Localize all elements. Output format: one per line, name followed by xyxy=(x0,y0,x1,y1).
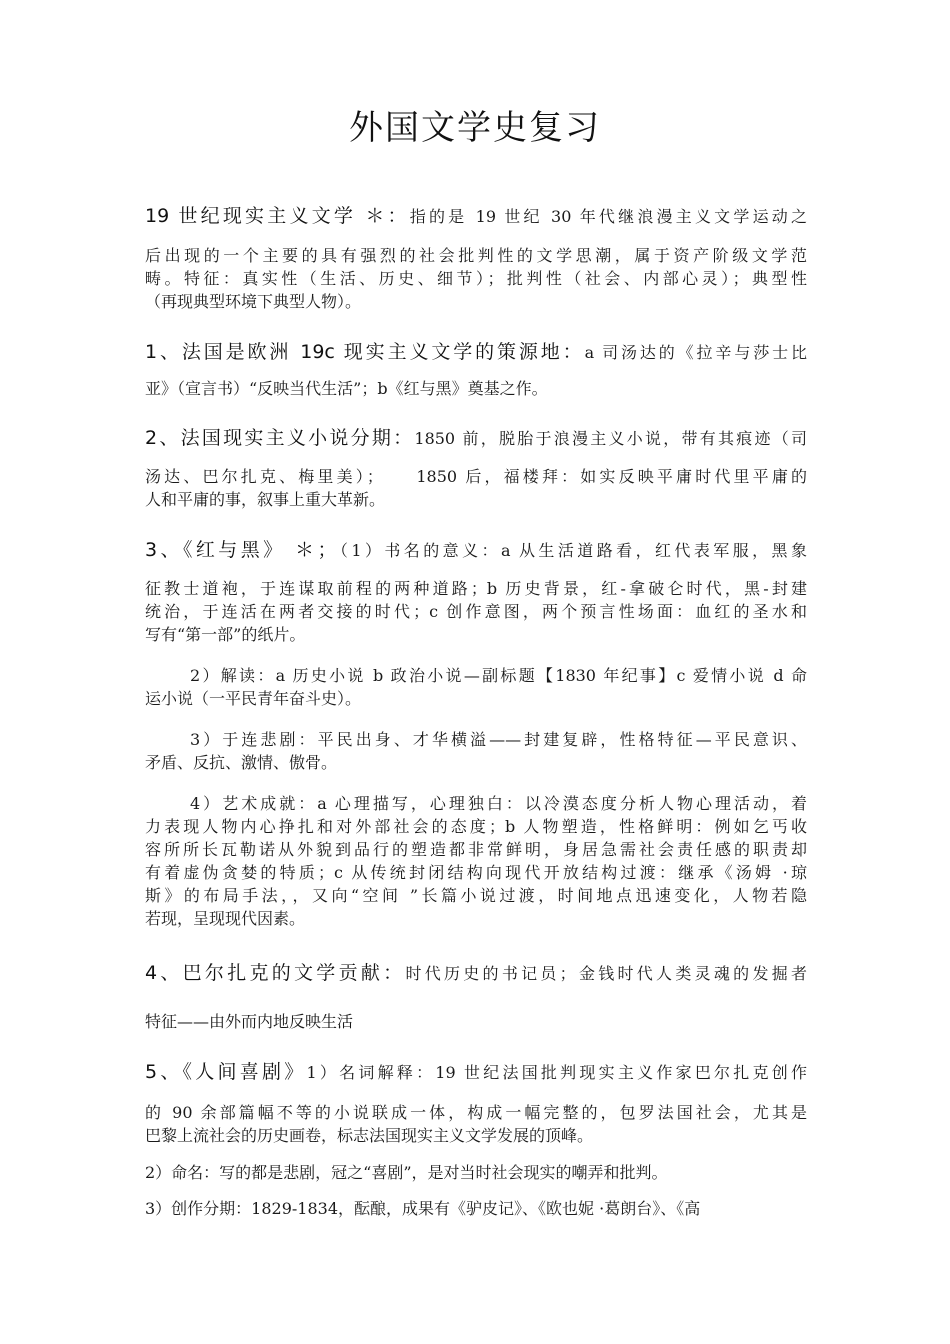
text-line: 汤达、巴尔扎克、梅里美）； 1850 后，福楼拜：如实反映平庸时代里平庸的 xyxy=(145,467,807,486)
section-heading: 3、《红与黑》 ＊； xyxy=(145,539,337,561)
section-heading: 19 世纪现实主义文学 ＊： xyxy=(145,205,410,227)
text-line: 2）命名：写的都是悲剧，冠之“喜剧”，是对当时社会现实的嘲弄和批判。 xyxy=(145,1163,668,1182)
text-line: 后出现的一个主要的具有强烈的社会批判性的文学思潮，属于资产阶级文学范 xyxy=(145,246,807,265)
text-line: 畴。特征：真实性（生活、历史、细节）；批判性（社会、内部心灵）；典型性 xyxy=(145,269,807,288)
text-line: 征教士道袍，于连谋取前程的两种道路；b 历史背景，红-拿破仑时代，黑-封建 xyxy=(145,579,807,598)
text-line: 3）于连悲剧：平民出身、才华横溢——封建复辟，性格特征—平民意识、 xyxy=(190,730,807,749)
text-line: 亚》（宣言书）“反映当代生活”；b《红与黑》奠基之作。 xyxy=(145,379,548,398)
text-line: 矛盾、反抗、激情、傲骨。 xyxy=(145,753,338,772)
text-line: 2）解读：a 历史小说 b 政治小说—副标题【1830 年纪事】c 爱情小说 d 命 xyxy=(190,666,807,685)
text-line: 有着虚伪贪婪的特质；c 从传统封闭结构向现代开放结构过渡：继承《汤姆 ·琼 xyxy=(145,863,807,882)
text-line: 容所所长瓦勒诺从外貌到品行的塑造都非常鲜明，身居急需社会责任感的职责却 xyxy=(145,840,807,859)
text-line: 2、法国现实主义小说分期：1850 前，脱胎于浪漫主义小说，带有其痕迹（司 xyxy=(145,427,808,449)
section-heading: 4、巴尔扎克的文学贡献： xyxy=(145,962,406,984)
section-heading: 5、《人间喜剧》 xyxy=(145,1061,307,1083)
text-line: 4）艺术成就：a 心理描写，心理独白：以冷漠态度分析人物心理活动，着 xyxy=(190,794,807,813)
text-line: 写有“第一部”的纸片。 xyxy=(145,625,306,644)
text-line: 1、法国是欧洲 19c 现实主义文学的策源地：a 司汤达的《拉辛与莎士比 xyxy=(145,341,807,363)
text-line: 统治，于连活在两者交接的时代；c 创作意图，两个预言性场面：血红的圣水和 xyxy=(145,602,807,621)
text-line: 19 世纪现实主义文学 ＊：指的是 19 世纪 30 年代继浪漫主义文学运动之 xyxy=(145,205,807,227)
section-heading: 1、法国是欧洲 19c 现实主义文学的策源地： xyxy=(145,341,585,363)
text-line: 力表现人物内心挣扎和对外部社会的态度；b 人物塑造，性格鲜明：例如乞丐收 xyxy=(145,817,807,836)
text-line: 若现，呈现现代因素。 xyxy=(145,909,306,928)
text-line: （再现典型环境下典型人物）。 xyxy=(145,292,362,311)
section-heading: 2、法国现实主义小说分期： xyxy=(145,427,415,449)
text-line: 人和平庸的事，叙事上重大革新。 xyxy=(145,490,386,509)
document-title: 外国文学史复习 xyxy=(349,108,601,148)
text-line: 巴黎上流社会的历史画卷，标志法国现实主义文学发展的顶峰。 xyxy=(145,1126,594,1145)
text-line: 特征——由外而内地反映生活 xyxy=(145,1012,354,1031)
text-line: 3）创作分期：1829-1834，酝酿，成果有《驴皮记》、《欧也妮 ·葛朗台》、《高 xyxy=(145,1199,701,1218)
text-line: 4、巴尔扎克的文学贡献：时代历史的书记员；金钱时代人类灵魂的发掘者 xyxy=(145,962,807,984)
text-line: 的 90 余部篇幅不等的小说联成一体，构成一幅完整的，包罗法国社会，尤其是 xyxy=(145,1103,807,1122)
text-line: 5、《人间喜剧》1）名词解释：19 世纪法国批判现实主义作家巴尔扎克创作 xyxy=(145,1061,807,1083)
text-line: 运小说（一平民青年奋斗史）。 xyxy=(145,689,362,708)
text-line: 斯》的布局手法，，又向“空间 ”长篇小说过渡，时间地点迅速变化，人物若隐 xyxy=(145,886,807,905)
text-line: 3、《红与黑》 ＊；（1）书名的意义：a 从生活道路看，红代表军服，黑象 xyxy=(145,539,807,561)
